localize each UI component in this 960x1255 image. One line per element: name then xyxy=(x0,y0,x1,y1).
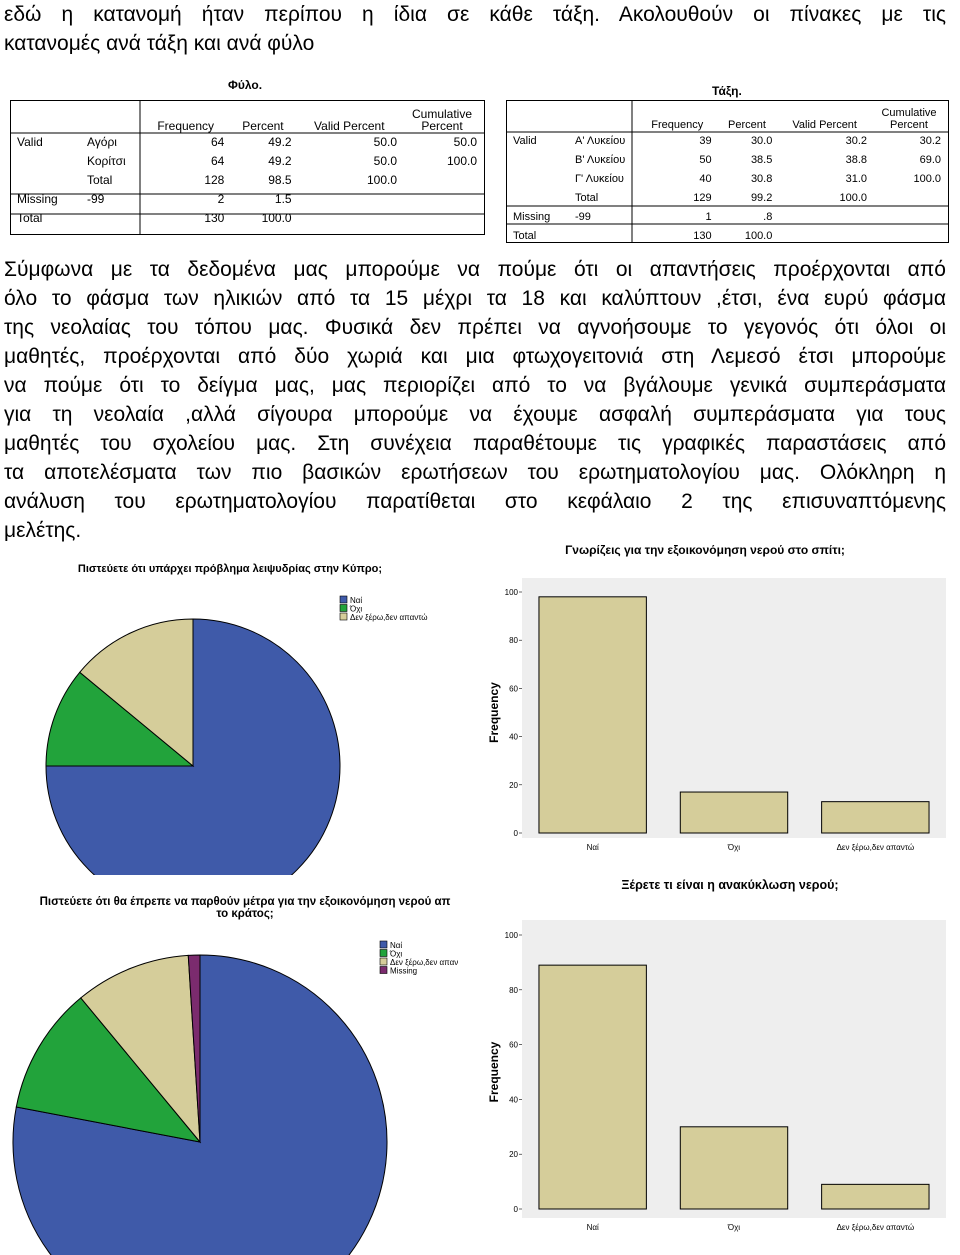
table-row xyxy=(508,207,946,226)
cell-percent: 1.5 xyxy=(274,191,292,206)
legend-label: Όχι xyxy=(390,949,403,959)
y-axis-label: Frequency xyxy=(487,682,501,743)
cell-frequency: 129 xyxy=(693,191,712,204)
table-row xyxy=(508,188,946,207)
row-label: Αγόρι xyxy=(87,134,117,149)
cell-valid-percent: 100.0 xyxy=(366,172,397,187)
cell-cumulative-percent: 50.0 xyxy=(453,134,477,149)
bar xyxy=(822,1184,929,1209)
cell-cumulative-percent xyxy=(872,207,946,226)
cell-cumulative-percent: 100.0 xyxy=(446,153,477,168)
row-group xyxy=(508,188,570,207)
row-label: Total xyxy=(575,191,599,204)
legend-swatch xyxy=(340,613,347,620)
y-tick-label: 80 xyxy=(509,985,518,995)
cell-percent: 30.0 xyxy=(750,134,773,147)
table-row xyxy=(508,226,946,245)
row-label: Β' Λυκείου xyxy=(575,153,626,166)
cell-valid-percent: 100.0 xyxy=(839,191,867,204)
cell-cumulative-percent xyxy=(402,208,482,227)
row-label: Α' Λυκείου xyxy=(575,134,626,147)
y-tick-label: 40 xyxy=(509,1095,518,1105)
cell-frequency: 130 xyxy=(693,229,712,242)
legend-swatch xyxy=(340,596,347,603)
cell-percent: 100.0 xyxy=(261,210,292,225)
table-row xyxy=(12,132,482,151)
cell-frequency: 50 xyxy=(699,153,712,166)
chart-title-line: το κράτος; xyxy=(216,908,274,920)
cell-frequency: 64 xyxy=(210,134,225,149)
y-tick-label: 60 xyxy=(509,1040,518,1050)
body-line: όλο το φάσμα των ηλικιών από τα 15 μέχρι τα 18 και καλύπτουν ,έτσι, ένα ευρύ φάσμα xyxy=(4,287,946,310)
column-header: Frequency xyxy=(157,119,215,133)
table-row xyxy=(12,151,482,170)
column-header: Valid Percent xyxy=(792,119,857,131)
row-group: Valid xyxy=(513,134,537,147)
row-label xyxy=(82,208,142,227)
cell-valid-percent xyxy=(777,226,872,245)
body-line: μαθητές, προέρχονται από δύο χωριά και μια φτωχογειτονιά στη Λεμεσό έτσι μπορούμε xyxy=(4,345,946,368)
cell-frequency: 40 xyxy=(699,172,712,185)
table-row xyxy=(508,169,946,188)
y-tick-label: 0 xyxy=(513,829,518,838)
row-group xyxy=(12,170,82,189)
cell-frequency: 39 xyxy=(699,134,712,147)
table-row xyxy=(508,131,946,150)
body-line: τα αποτελέσματα των πιο βασικών ερωτήσεων του ερωτηματολογίου μας. Ολόκληρη η xyxy=(4,461,946,484)
column-header: Frequency xyxy=(651,119,704,131)
row-label: -99 xyxy=(575,210,591,223)
cell-percent: 30.8 xyxy=(750,172,773,185)
legend-swatch xyxy=(380,941,387,948)
bar xyxy=(822,802,929,833)
cell-frequency: 128 xyxy=(204,172,225,187)
cell-percent: 49.2 xyxy=(268,134,292,149)
x-tick-label: Ναί xyxy=(586,843,599,852)
row-label: Γ' Λυκείου xyxy=(575,172,624,185)
cell-valid-percent xyxy=(297,208,402,227)
cell-percent: 98.5 xyxy=(268,172,292,187)
column-header: Cumulative Percent xyxy=(411,107,473,133)
table-row xyxy=(12,208,482,227)
row-label xyxy=(570,226,638,245)
body-line: Σύμφωνα με τα δεδομένα μας μπορούμε να πούμε ότι οι απαντήσεις προέρχονται από xyxy=(4,258,946,281)
x-tick-label: Όχι xyxy=(727,1223,741,1232)
y-tick-label: 80 xyxy=(509,636,518,646)
y-tick-label: 40 xyxy=(509,732,518,742)
legend-swatch xyxy=(380,967,387,974)
legend-label: Missing xyxy=(390,966,418,976)
bar-chart-water-saving-home xyxy=(482,570,952,855)
row-label: -99 xyxy=(87,191,105,206)
row-group: Total xyxy=(513,229,537,242)
chart-title: Πιστεύετε ότι υπάρχει πρόβλημα λειψυδρίας στην Κύπρο; xyxy=(77,563,383,575)
cell-frequency: 130 xyxy=(204,210,225,225)
column-header: Valid Percent xyxy=(314,119,385,133)
chart-title xyxy=(10,896,480,920)
body-paragraph xyxy=(4,255,946,545)
cell-valid-percent xyxy=(777,207,872,226)
frequency-table-gender xyxy=(12,102,482,227)
cell-valid-percent: 50.0 xyxy=(373,153,397,168)
legend-swatch xyxy=(380,958,387,965)
bar xyxy=(539,597,646,833)
cell-valid-percent: 50.0 xyxy=(373,134,397,149)
cell-cumulative-percent xyxy=(872,188,946,207)
body-line: μαθητές του σχολείου μας. Στη συνέχεια παραθέτουμε τις γραφικές παραστάσεις από xyxy=(4,432,946,455)
legend-label: Ναί xyxy=(390,941,403,950)
x-tick-label: Όχι xyxy=(727,843,741,852)
body-line: ανάλυση του ερωτηματολογίου παρατίθεται στο κεφάλαιο 2 της επισυναπτόμενης xyxy=(4,490,946,513)
y-tick-label: 0 xyxy=(513,1205,518,1214)
table-header-row xyxy=(508,101,946,131)
y-tick-label: 100 xyxy=(504,931,518,940)
column-header: Percent xyxy=(242,119,284,133)
table-title: Τάξη. xyxy=(712,84,742,98)
table-row xyxy=(508,150,946,169)
table-row xyxy=(12,170,482,189)
x-tick-label: Δεν ξέρω,δεν απαντώ xyxy=(836,843,915,852)
cell-cumulative-percent: 69.0 xyxy=(919,153,941,166)
table-row xyxy=(12,189,482,208)
body-line: μελέτης. xyxy=(4,519,82,542)
cell-percent: .8 xyxy=(763,210,773,223)
bar xyxy=(680,1127,787,1209)
cell-frequency: 2 xyxy=(217,191,225,206)
row-group xyxy=(12,151,82,170)
cell-percent: 100.0 xyxy=(744,229,773,242)
legend-label: Ναί xyxy=(350,596,363,605)
pie-chart-state-measures xyxy=(10,930,480,1255)
cell-cumulative-percent: 30.2 xyxy=(919,134,941,147)
body-line: για τη νεολαία ,αλλά σίγουρα μπορούμε να έχουμε ασφαλή συμπεράσματα για τους xyxy=(4,403,946,426)
intro-line: εδώ η κατανομή ήταν περίπου η ίδια σε κάθε τάξη. Ακολουθούν οι πίνακες με τις xyxy=(4,3,946,26)
cell-cumulative-percent xyxy=(402,170,482,189)
frequency-table-grade xyxy=(508,101,946,245)
cell-percent: 99.2 xyxy=(750,191,773,204)
row-group: Missing xyxy=(513,210,551,223)
intro-paragraph xyxy=(4,0,946,58)
cell-frequency: 64 xyxy=(210,153,225,168)
chart-title: Γνωρίζεις για την εξοικονόμηση νερού στο σπίτι; xyxy=(565,543,845,557)
cell-percent: 38.5 xyxy=(750,153,773,166)
legend-label: Όχι xyxy=(350,604,363,614)
column-header: Cumulative Percent xyxy=(881,107,937,131)
cell-cumulative-percent xyxy=(872,226,946,245)
chart-title-line: Πιστεύετε ότι θα έπρεπε να παρθούν μέτρα για την εξοικονόμηση νερού απ xyxy=(39,896,451,908)
row-group: Total xyxy=(17,210,43,225)
chart-title: Ξέρετε τι είναι η ανακύκλωση νερού; xyxy=(621,878,839,892)
row-label: Κορίτσι xyxy=(87,153,126,168)
x-tick-label: Δεν ξέρω,δεν απαντώ xyxy=(836,1223,915,1232)
legend-swatch xyxy=(380,950,387,957)
legend-label: Δεν ξέρω,δεν απαν xyxy=(390,958,459,967)
legend-swatch xyxy=(340,605,347,612)
body-line: της νεολαίας του τόπου μας. Φυσικά δεν πρέπει να αγνοήσουμε το γεγονός ότι όλοι οι xyxy=(4,316,946,339)
cell-cumulative-percent: 100.0 xyxy=(913,172,941,185)
body-line: να πούμε ότι το δείγμα μας, μας περιορίζει από το να βγάλουμε γενικά συμπεράσματα xyxy=(4,374,946,397)
cell-valid-percent: 38.8 xyxy=(845,153,867,166)
y-axis-label: Frequency xyxy=(487,1041,501,1103)
y-tick-label: 20 xyxy=(509,1150,518,1160)
bar xyxy=(539,965,646,1209)
cell-valid-percent xyxy=(297,189,402,208)
y-tick-label: 60 xyxy=(509,684,518,694)
row-group xyxy=(508,169,570,188)
row-label: Total xyxy=(87,172,113,187)
table-title: Φύλο. xyxy=(228,78,263,92)
y-tick-label: 20 xyxy=(509,780,518,790)
row-group: Missing xyxy=(17,191,58,206)
intro-line: κατανομές ανά τάξη και ανά φύλο xyxy=(4,32,315,55)
x-tick-label: Ναί xyxy=(586,1223,599,1232)
y-tick-label: 100 xyxy=(504,588,518,597)
row-group xyxy=(508,150,570,169)
cell-valid-percent: 31.0 xyxy=(845,172,867,185)
legend-label: Δεν ξέρω,δεν απαντώ xyxy=(350,613,428,622)
row-group: Valid xyxy=(17,134,43,149)
cell-valid-percent: 30.2 xyxy=(845,134,867,147)
column-header: Percent xyxy=(728,119,766,131)
bar-chart-water-recycling xyxy=(482,912,952,1252)
cell-cumulative-percent xyxy=(402,189,482,208)
bar xyxy=(680,792,787,833)
cell-percent: 49.2 xyxy=(268,153,292,168)
pie-chart-water-shortage xyxy=(10,585,470,875)
cell-frequency: 1 xyxy=(705,210,712,223)
table-header-row xyxy=(12,102,482,132)
